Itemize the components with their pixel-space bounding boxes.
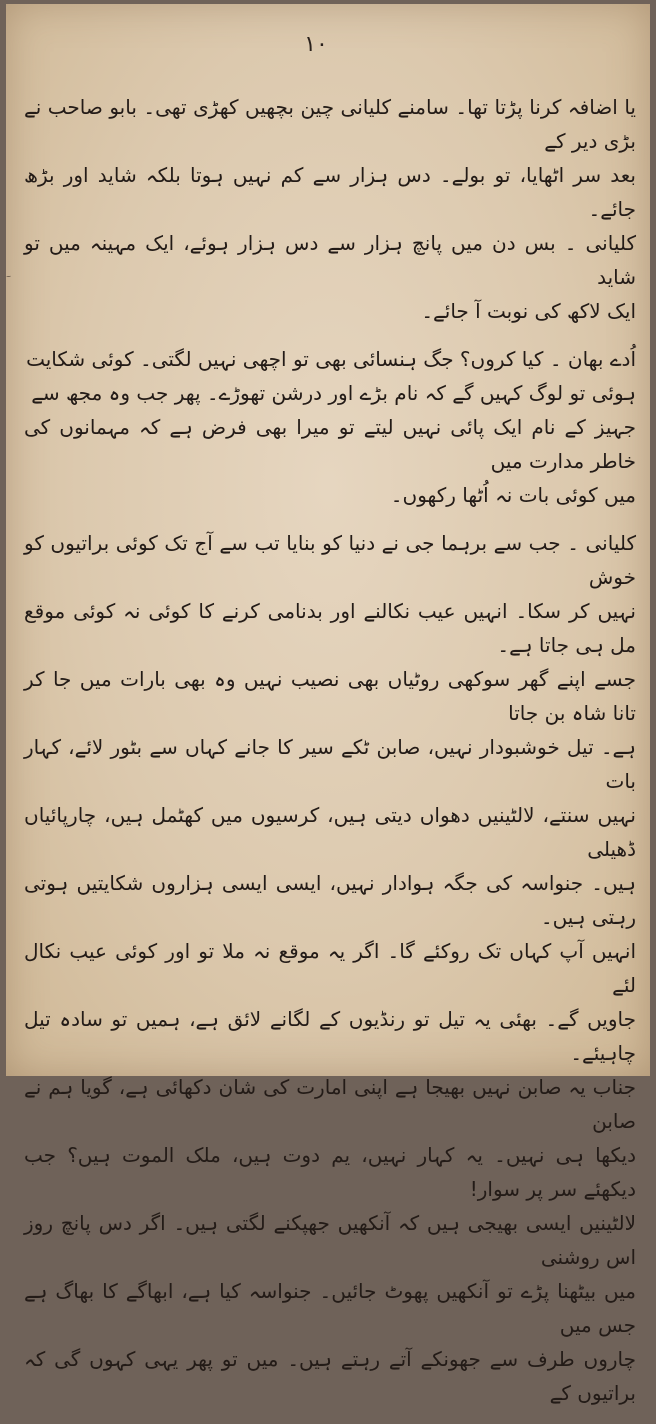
text-line: لالٹینیں ایسی بھیجی ہیں کہ آنکھیں جھپکنے لگتی ہیں۔ اگر دس پانچ روز اس روشنی xyxy=(24,1211,636,1269)
text-line: اُدے بھان ۔ کیا کروں؟ جگ ہنسائی بھی تو اچھی نہیں لگتی۔ کوئی شکایت xyxy=(26,347,636,371)
text-line: ہوئی تو لوگ کہیں گے کہ نام بڑے اور درشن تھوڑے۔ پھر جب وہ مجھ سے xyxy=(31,381,636,405)
text-line: جاویں گے۔ بھئی یہ تیل تو رنڈیوں کے لگانے لائق ہے، ہمیں تو سادہ تیل چاہیئے۔ xyxy=(24,1007,636,1065)
text-line: میں کوئی بات نہ اُٹھا رکھوں۔ xyxy=(390,483,636,507)
paragraph-3 xyxy=(24,526,636,1410)
text-line: جناب یہ صابن نہیں بھیجا ہے اپنی امارت کی شان دکھائی ہے، گویا ہم نے صابن xyxy=(24,1075,636,1133)
paragraph-2 xyxy=(24,342,636,512)
text-line: نہیں کر سکا۔ انہیں عیب نکالنے اور بدنامی کرنے کا کوئی نہ کوئی موقع مل ہی جاتا ہے۔ xyxy=(24,599,636,657)
text-line: کلیانی ۔ جب سے برہما جی نے دنیا کو بنایا تب سے آج تک کوئی براتیوں کو خوش xyxy=(24,531,636,589)
text-line: چاروں طرف سے جھونکے آتے رہتے ہیں۔ میں تو پھر یہی کہوں گی کہ براتیوں کے xyxy=(24,1347,636,1405)
text-line: دیکھا ہی نہیں۔ یہ کہار نہیں، یم دوت ہیں، ملک الموت ہیں؟ جب دیکھئے سر پر سوار! xyxy=(24,1143,636,1201)
paragraph-1 xyxy=(24,90,636,328)
book-page xyxy=(6,4,650,1405)
text-line: نہیں سنتے، لالٹینیں دھواں دیتی ہیں، کرسیوں میں کھٹمل ہیں، چارپائیاں ڈھیلی xyxy=(24,803,636,861)
text-line: ہیں۔ جنواسہ کی جگہ ہوادار نہیں، ایسی ایسی ہزاروں شکایتیں ہوتی رہتی ہیں۔ xyxy=(24,871,636,929)
text-line: میں بیٹھنا پڑے تو آنکھیں پھوٹ جائیں۔ جنواسہ کیا ہے، ابھاگے کا بھاگ ہے جس میں xyxy=(24,1279,636,1337)
text-line: کلیانی ۔ بس دن میں پانچ ہزار سے دس ہزار ہوئے، ایک مہینہ میں تو شاید xyxy=(24,231,636,289)
text-line: انہیں آپ کہاں تک روکئے گا۔ اگر یہ موقع نہ ملا تو اور کوئی عیب نکال لئے xyxy=(24,939,636,997)
text-line: جسے اپنے گھر سوکھی روٹیاں بھی نصیب نہیں وہ بھی بارات میں جا کر تانا شاہ بن جاتا xyxy=(24,667,636,725)
text-line: جہیز کے نام ایک پائی نہیں لیتے تو میرا بھی فرض ہے کہ مہمانوں کی خاطر مدارت میں xyxy=(24,415,636,473)
page-text xyxy=(24,90,636,1424)
text-line: ایک لاکھ کی نوبت آ جائے۔ xyxy=(421,299,636,323)
page-number: ١٠ xyxy=(304,32,328,57)
text-line: یا اضافہ کرنا پڑتا تھا۔ سامنے کلیانی چین بچھیں کھڑی تھی۔ بابو صاحب نے بڑی دیر کے xyxy=(24,95,636,153)
text-line: ہے۔ تیل خوشبودار نہیں، صابن ٹکے سیر کا جانے کہاں سے بٹور لائے، کہار بات xyxy=(24,735,636,793)
text-line: بعد سر اٹھایا، تو بولے۔ دس ہزار سے کم نہیں ہوتا بلکہ شاید اور بڑھ جائے۔ xyxy=(24,163,636,221)
